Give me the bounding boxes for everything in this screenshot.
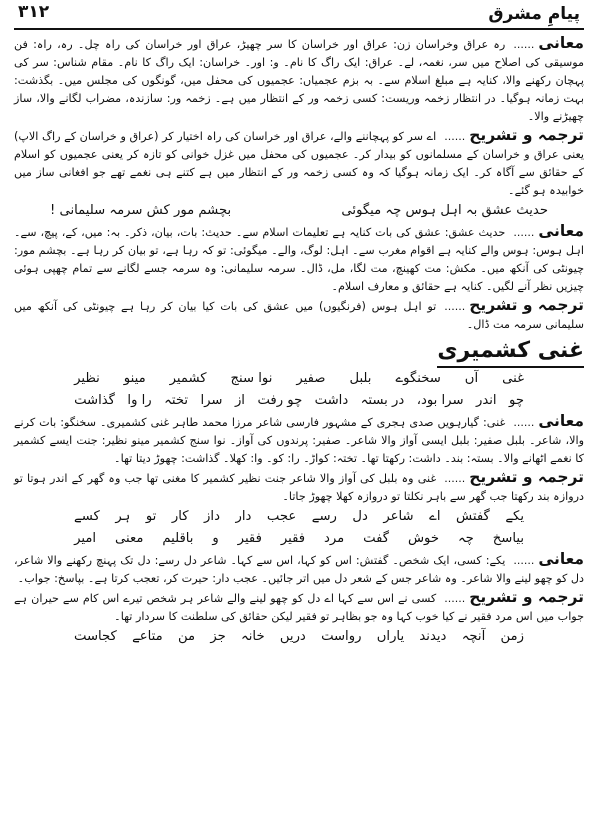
- verse-word: دیدند: [419, 629, 447, 644]
- meaning-text: حدیث عشق: عشق کی بات کنایہ ہے تعلیمات اسلام سے۔ حدیث: بات، بیان، ذکر۔ بہ: میں، کے، پیچ، سے۔ اہل ہوس: ہوس والے کنایہ ہے اقوام مغرب سے۔ اہل: لوگ، والے۔ میگوئی: تو کہ رہا ہے، تو بیان کر رہا ہے۔ بچشم مور: چیونٹی کی آنکھ میں۔ مکش: مت کھینچ، مت لگا، مل، ڈال۔ سرمہ سلیمانی: وہ سرمہ جسے لگانے سے تمام چھپی ہوئی چیزیں نظر آنے لگیں۔ کنایہ ہے حقائق و معارف اسلام۔: [14, 226, 584, 293]
- verse-word: نظیر: [74, 371, 100, 386]
- meaning-text: رہ عراق وخراسان زن: عراق اور خراسان کا سر چھیڑ، عراق اور خراسان کی راہ چل۔ رہ، راہ: فن موسیقی کی اصلاح میں سر، نغمہ، لے۔ عراق: ایک راگ کا نام۔ و: اور۔ خراسان: ایک راگ کا نام۔ مقام شناس: سر کی پہچان رکھنے والا، کنایہ ہے مبلغ اسلام سے۔ بہ بزم عجمیاں: عجمیوں کی محفل میں، گونگوں کی مجلس میں۔ بگذشت: بہت زمانہ ہوگیا۔ در انتظار زخمہ وریست: کسی زخمہ ور کے انتظار میں ہے۔ زخمہ ور: سازندہ، مضراب لگانے والا، ساز چھیڑنے والا۔: [14, 38, 584, 123]
- verse-hemistich: بچشم مور کش سرمہ سلیمانی !: [50, 203, 232, 218]
- verse-word: کسے: [74, 509, 100, 524]
- verse-word: رواست: [321, 629, 362, 644]
- meaning-label: معانی......: [513, 34, 584, 52]
- verse-word: غنی: [502, 371, 524, 386]
- meaning-block-1: [14, 34, 584, 126]
- verse-word: ہر: [115, 509, 131, 524]
- verse-word: معنی: [115, 531, 144, 546]
- verse-word: گفتش: [456, 509, 490, 524]
- meaning-block-4: [14, 550, 584, 588]
- page-header: [14, 0, 584, 30]
- verse-word: داشت: [314, 393, 349, 408]
- verse-word: و: [212, 531, 219, 546]
- meaning-text: غنی: گیارہویں صدی ہجری کے مشہور فارسی شاعر مرزا محمد طاہر غنی کشمیری۔ سخنگو: بات کرنے والا، شاعر۔ بلبل صفیر: بلبل ایسی آواز والا شاعر۔ صفیر: پرندوں کی آواز۔ نوا سنج کشمیر مینو نظیر: جنت ایسے کشمیر کا نغمے اٹھانے والا۔ بستہ: بند۔ داشت: رکھتا تھا۔ تختہ: کواڑ۔ را: کو۔ وا: کھلا۔ گذاشت: چھوڑ دیتا تھا۔: [14, 416, 584, 465]
- verse-couplet: [14, 200, 584, 222]
- verse-word: چو رفت: [257, 393, 303, 408]
- translation-text: تو اہل ہوس (فرنگیوں) میں عشق کی بات کیا بیان کر رہا ہے چیونٹی کی آنکھ میں سلیمانی سرمہ مت ڈال۔: [14, 300, 584, 331]
- verse-line: [14, 528, 584, 550]
- meaning-label: معانی......: [513, 412, 584, 430]
- verse-word: دل: [352, 509, 368, 524]
- verse-word: سرا بود،: [416, 393, 464, 408]
- meaning-label: معانی......: [513, 222, 584, 240]
- verse-word: کشمیر: [169, 371, 207, 386]
- verse-word: سخنگوے: [395, 371, 441, 386]
- meaning-block-2: [14, 222, 584, 296]
- verse-word: فقیر: [237, 531, 262, 546]
- verse-word: خوش: [407, 531, 440, 546]
- page-number: ۳۱۲: [18, 2, 50, 22]
- verse-word: دار: [235, 509, 252, 524]
- translation-block-3: [14, 468, 584, 506]
- verse-word: سرا: [200, 393, 223, 408]
- verse-word: بیاسخ: [492, 531, 524, 546]
- meaning-text: یکے: کسی، ایک شخص۔ گفتش: اس کو کہا، اس سے کہا۔ شاعر دل رسے: دل تک پہنچ رکھنے والا شاعر، دل کو چھو لینے والا شاعر۔ وہ شاعر جس کے شعر دل میں اتر جائیں۔ عجب دار: حیرت کر، تعجب کرتا ہے۔ بپاسخ: جواب۔: [14, 554, 584, 585]
- verse-word: در بستہ: [360, 393, 405, 408]
- translation-block-2: [14, 296, 584, 334]
- verse-word: متاعے: [132, 629, 163, 644]
- verse-word: اندر: [475, 393, 497, 408]
- verse-line: [14, 626, 584, 648]
- verse-word: مرد: [323, 531, 345, 546]
- verse-word: مینو: [123, 371, 146, 386]
- verse-word: آنچہ: [461, 629, 486, 644]
- translation-block-1: [14, 126, 584, 200]
- meaning-label: معانی......: [513, 550, 584, 568]
- translation-label: ترجمہ و تشریح......: [444, 126, 584, 144]
- verse-word: بلبل: [349, 371, 372, 386]
- verse-line: [14, 506, 584, 528]
- verse-word: گفت: [363, 531, 390, 546]
- verse-hemistich: حدیث عشق بہ اہل ہوس چہ میگوئی: [341, 203, 548, 218]
- verse-word: تختہ: [164, 393, 189, 408]
- translation-block-4: [14, 588, 584, 626]
- verse-word: یاراں: [376, 629, 405, 644]
- verse-word: آں: [464, 371, 479, 386]
- verse-word: من: [177, 629, 196, 644]
- translation-label: ترجمہ و تشریح......: [444, 296, 584, 314]
- verse-word: کار: [171, 509, 189, 524]
- verse-word: گذاشت: [74, 393, 115, 408]
- verse-word: کجاست: [74, 629, 117, 644]
- translation-label: ترجمہ و تشریح......: [444, 588, 584, 606]
- verse-line: [14, 390, 584, 412]
- verse-word: رسے: [311, 509, 337, 524]
- verse-word: را وا: [127, 393, 152, 408]
- section-title: غنی کشمیری: [437, 338, 584, 368]
- meaning-block-3: [14, 412, 584, 468]
- verse-word: از: [234, 393, 245, 408]
- verse-word: چو: [509, 393, 524, 408]
- verse-line: [14, 368, 584, 390]
- verse-word: دریں: [279, 629, 306, 644]
- verse-word: داز: [204, 509, 220, 524]
- verse-word: نوا سنج: [230, 371, 273, 386]
- translation-text: اے سر کو پہچاننے والے، عراق اور خراسان کی راہ اختیار کر (عراق و خراسان کے راگ الاپ) یعنی عراق و خراسان کے مسلمانوں کو بیدار کر۔ عجمیوں کی محفل میں غزل خوانی کو تازہ کر یعنی عجمیوں کو اسلام کے حقائق سے آگاہ کر۔ ایک زمانہ ہوگیا کہ وہ کسی زخمہ ور کے انتظار میں ہے کتنے ہی نغمے تھے جو افغانی ساز میں خوابیدہ ہو گئے۔: [14, 130, 584, 197]
- verse-word: اے: [429, 509, 441, 524]
- verse-word: شاعر: [383, 509, 414, 524]
- verse-word: فقیر: [280, 531, 306, 546]
- verse-word: صفیر: [296, 371, 326, 386]
- verse-word: خانہ: [241, 629, 265, 644]
- verse-word: باقلیم: [162, 531, 194, 546]
- verse-word: تو: [145, 509, 157, 524]
- book-title: پیامِ مشرق: [488, 4, 580, 24]
- verse-word: عجب: [266, 509, 297, 524]
- translation-label: ترجمہ و تشریح......: [444, 468, 584, 486]
- translation-text: غنی وہ بلبل کی آواز والا شاعر جنت نظیر کشمیر کا مغنی تھا جب وہ گھر کے اندر ہوتا تو دروازہ بند رکھتا جب گھر سے باہر نکلتا تو دروازہ کھلا چھوڑ جاتا۔: [14, 472, 584, 503]
- verse-word: زمن: [500, 629, 524, 644]
- verse-word: یکے: [505, 509, 524, 524]
- translation-text: کسی نے اس سے کہا اے دل کو چھو لینے والے شاعر ہر شخص تیرے اس کام سے حیران ہے جواب میں اس مرد فقیر نے کیا خوب کہا وہ جو بظاہر تو فقیر لیکن حقائق کی سلطنت کا سردار تھا۔: [14, 592, 584, 623]
- verse-word: چہ: [457, 531, 474, 546]
- verse-word: جز: [210, 629, 226, 644]
- verse-word: امیر: [74, 531, 97, 546]
